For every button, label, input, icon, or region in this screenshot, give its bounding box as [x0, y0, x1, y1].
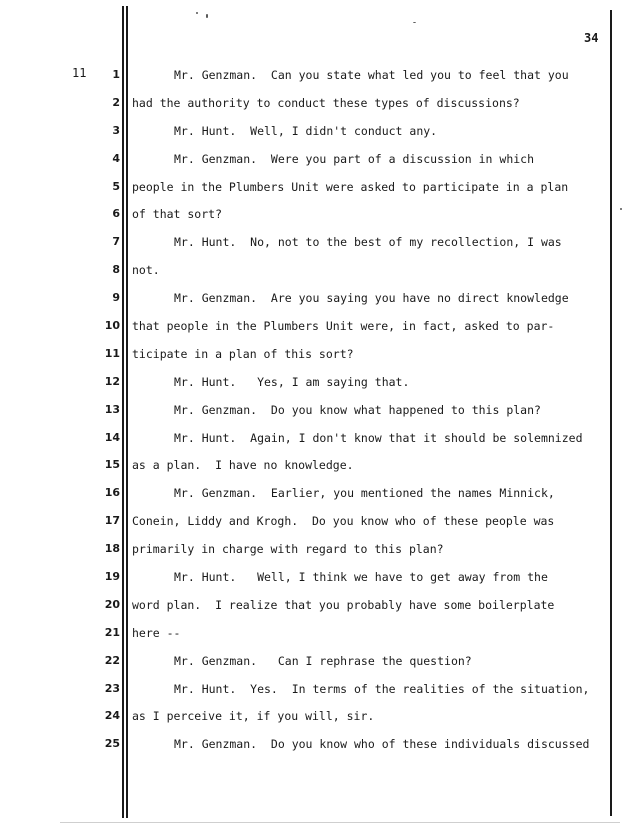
- scan-speck: [196, 12, 198, 14]
- line-number: 3: [112, 123, 120, 137]
- scan-speck: [413, 22, 416, 23]
- transcript-line: Mr. Genzman. Do you know who of these individuals discussed: [174, 737, 590, 752]
- transcript-line: ticipate in a plan of this sort?: [132, 346, 354, 361]
- line-number: 21: [104, 625, 120, 639]
- right-margin-rule: [610, 10, 612, 816]
- line-number: 2: [112, 95, 120, 109]
- transcript-line: Mr. Genzman. Can I rephrase the question?: [174, 653, 472, 668]
- line-number: 1: [112, 68, 120, 81]
- transcript-line: Mr. Genzman. Earlier, you mentioned the names Minnick,: [174, 486, 555, 501]
- transcript-line: Mr. Hunt. Again, I don't know that it should be solemnized: [174, 430, 583, 445]
- line-number: 22: [104, 653, 120, 667]
- line-number: 25: [104, 737, 120, 751]
- line-number: 15: [104, 458, 120, 472]
- transcript-line: here --: [132, 625, 181, 640]
- transcript-line: had the authority to conduct these types of discussions?: [132, 95, 520, 110]
- line-number: 4: [112, 151, 120, 165]
- transcript-line: Mr. Genzman. Do you know what happened to this plan?: [174, 402, 541, 417]
- transcript-line: Mr. Genzman. Can you state what led you to feel that you: [174, 68, 569, 82]
- transcript-line: as I perceive it, if you will, sir.: [132, 709, 375, 724]
- transcript-line: Mr. Hunt. Well, I didn't conduct any.: [174, 123, 438, 138]
- transcript-line: Mr. Hunt. No, not to the best of my recollection, I was: [174, 235, 562, 250]
- left-margin-rule-outer: [122, 6, 124, 818]
- scan-speck: [620, 208, 622, 210]
- line-number: 19: [104, 570, 120, 584]
- section-number: 11: [72, 66, 87, 80]
- transcript-line: not.: [132, 263, 160, 278]
- line-number-column: [100, 66, 120, 763]
- line-number: 16: [104, 486, 120, 500]
- transcript-line: of that sort?: [132, 207, 223, 222]
- line-number: 9: [112, 291, 120, 305]
- line-number: 20: [104, 597, 120, 611]
- line-number: 24: [104, 709, 120, 723]
- line-number: 17: [104, 514, 120, 528]
- line-number: 23: [104, 681, 120, 695]
- scan-speck: [206, 14, 208, 18]
- transcript-line: Conein, Liddy and Krogh. Do you know who of these people was: [132, 514, 555, 529]
- transcript-line: word plan. I realize that you probably have some boilerplate: [132, 597, 555, 612]
- transcript-body: [128, 66, 610, 763]
- page-number: 34: [584, 31, 599, 45]
- line-number: 11: [104, 346, 120, 360]
- transcript-line: people in the Plumbers Unit were asked to participate in a plan: [132, 179, 569, 194]
- transcript-line: as a plan. I have no knowledge.: [132, 458, 354, 473]
- transcript-line: that people in the Plumbers Unit were, in fact, asked to par-: [132, 319, 555, 334]
- transcript-line: Mr. Genzman. Were you part of a discussion in which: [174, 151, 535, 166]
- line-number: 5: [112, 179, 120, 193]
- line-number: 8: [112, 263, 120, 277]
- transcript-line: Mr. Hunt. Well, I think we have to get away from the: [174, 570, 548, 585]
- line-number: 10: [104, 319, 120, 333]
- page-bottom-edge: [60, 822, 620, 823]
- transcript-line: Mr. Genzman. Are you saying you have no direct knowledge: [174, 291, 569, 306]
- line-number: 13: [104, 402, 120, 416]
- transcript-line: primarily in charge with regard to this plan?: [132, 542, 444, 557]
- line-number: 14: [104, 430, 120, 444]
- line-number: 12: [104, 374, 120, 388]
- transcript-line: Mr. Hunt. Yes, I am saying that.: [174, 374, 410, 389]
- line-number: 7: [112, 235, 120, 249]
- transcript-line: Mr. Hunt. Yes. In terms of the realities of the situation,: [174, 681, 590, 696]
- line-number: 18: [104, 542, 120, 556]
- line-number: 6: [112, 207, 120, 221]
